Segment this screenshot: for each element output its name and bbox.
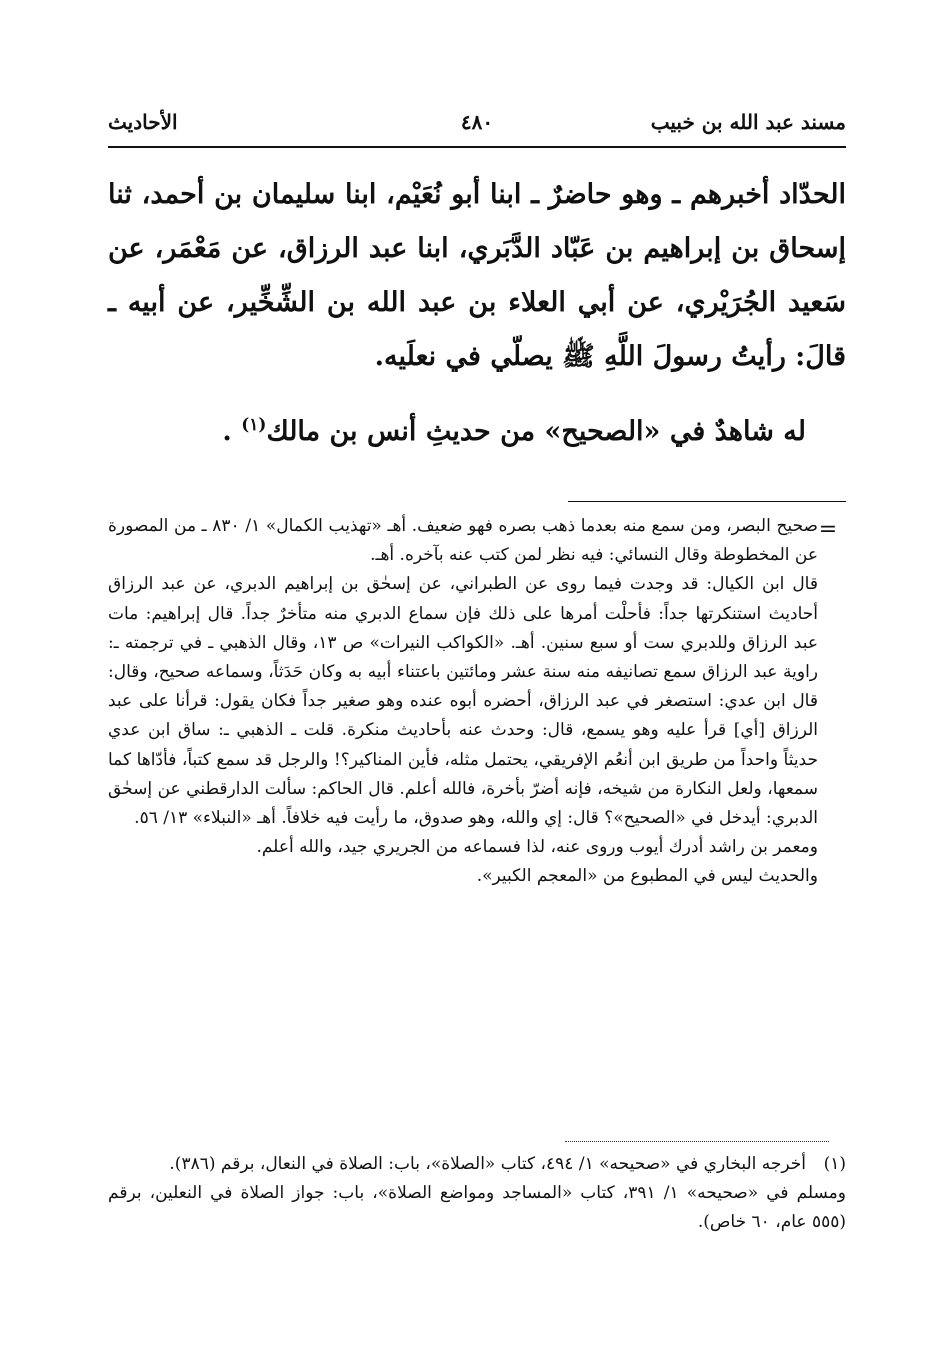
footnote-continuation: [108, 512, 818, 892]
shahid-end: .: [222, 416, 242, 447]
footnote-muslim: ومسلم في «صحيحه» ١/ ٣٩١، كتاب «المساجد ومواضع الصلاة»، باب: جواز الصلاة في النعلين، برقم (٥٥٥ عام، ٦٠ خاص).: [108, 1183, 846, 1233]
shahid-text: له شاهدٌ في «الصحيح» من حديثِ أنس بن مالك: [266, 416, 806, 447]
footnote-paragraph: صحيح البصر، ومن سمع منه بعدما ذهب بصره فهو ضعيف. أهـ «تهذيب الكمال» ١/ ٨٣٠ ـ من المصورة عن المخطوطة وقال النسائي: فيه نظر لمن كتب عنه بآخره. أهـ.: [108, 516, 818, 566]
main-text: [108, 168, 846, 459]
footnote-separator: [565, 1141, 829, 1142]
section-title: الأحاديث: [108, 110, 178, 134]
footnote-1: [108, 1150, 846, 1238]
footnote-ref: (١): [241, 415, 267, 435]
footnote-bukhari: أخرجه البخاري في «صحيحه» ١/ ٤٩٤، كتاب «الصلاة»، باب: الصلاة في النعال، برقم (٣٨٦).: [169, 1154, 806, 1174]
footnote-paragraph: والحديث ليس في المطبوع من «المعجم الكبير».: [476, 866, 818, 887]
footnote-rule: [568, 501, 846, 502]
footnote-number: (١): [823, 1154, 846, 1174]
shahid-line: [108, 398, 846, 459]
running-header: [108, 110, 846, 144]
header-rule: [108, 146, 846, 148]
book-title: مسند عبد الله بن خبيب: [650, 110, 846, 134]
page-number: ٤٨٠: [460, 110, 494, 134]
hadith-isnad: الحدّاد أخبرهم ـ وهو حاضرٌ ـ ابنا أبو نُعَيْم، ابنا سليمان بن أحمد، ثنا إسحاق بن إبراهيم بن عَبّاد الدَّبَري، ابنا عبد الرزاق، عن مَعْمَر، عن سَعيد الجُرَيْري، عن أبي العلاء بن عبد الله بن الشِّخِّير، عن أبيه ـ قالَ: رأيتُ رسولَ اللَّهِ ﷺ يصلّي في نعلَيه.: [108, 179, 846, 372]
continuation-mark: =: [818, 517, 838, 542]
footnote-paragraph: قال ابن الكيال: قد وجدت فيما روى عن الطبراني، عن إسحٰق بن إبراهيم الدبري، عن عبد الرزاق أحاديث استنكرتها جداً: فأحلْت أمرها على ذلك فإن سماع الدبري منه متأخرٌ جداً. قال إبراهيم: مات عبد الرزاق وللدبري ست أو سبع سنين. أهـ. «الكواكب النيرات» ص ١٣، وقال الذهبي ـ في ترجمته ـ: راوية عبد الرزاق سمع تصانيفه منه سنة عشر ومائتين باعتناء أبيه به وكان حَدَثاً، وسماعه صحيح، وقال: قال ابن عدي: استصغر في عبد الرزاق، أحضره أبوه عنده وهو صغير جداً فكان يقول: قرأنا على عبد الرزاق [أي] قرأ عليه وهو يسمع، قال: وحدث عنه بأحاديث منكرة. قلت ـ الذهبي ـ: ساق ابن عدي حديثاً واحداً من طريق ابن أنعُم الإفريقي، يحتمل مثله، فأين المناكير؟! والرجل قد سمع كتباً، فأدّاها كما سمعها، ولعل النكارة من شيخه، فإنه أضرّ بأخرة، فالله أعلم. قال الحاكم: سألت الدارقطني عن إسحٰق الدبري: أيدخل في «الصحيح»؟ قال: إي والله، وهو صدوق، ما رأيت فيه خلافاً. أهـ «النبلاء» ١٣/ ٥٦.: [108, 574, 818, 829]
footnote-paragraph: ومعمر بن راشد أدرك أيوب وروى عنه، لذا فسماعه من الجريري جيد، والله أعلم.: [256, 837, 818, 858]
